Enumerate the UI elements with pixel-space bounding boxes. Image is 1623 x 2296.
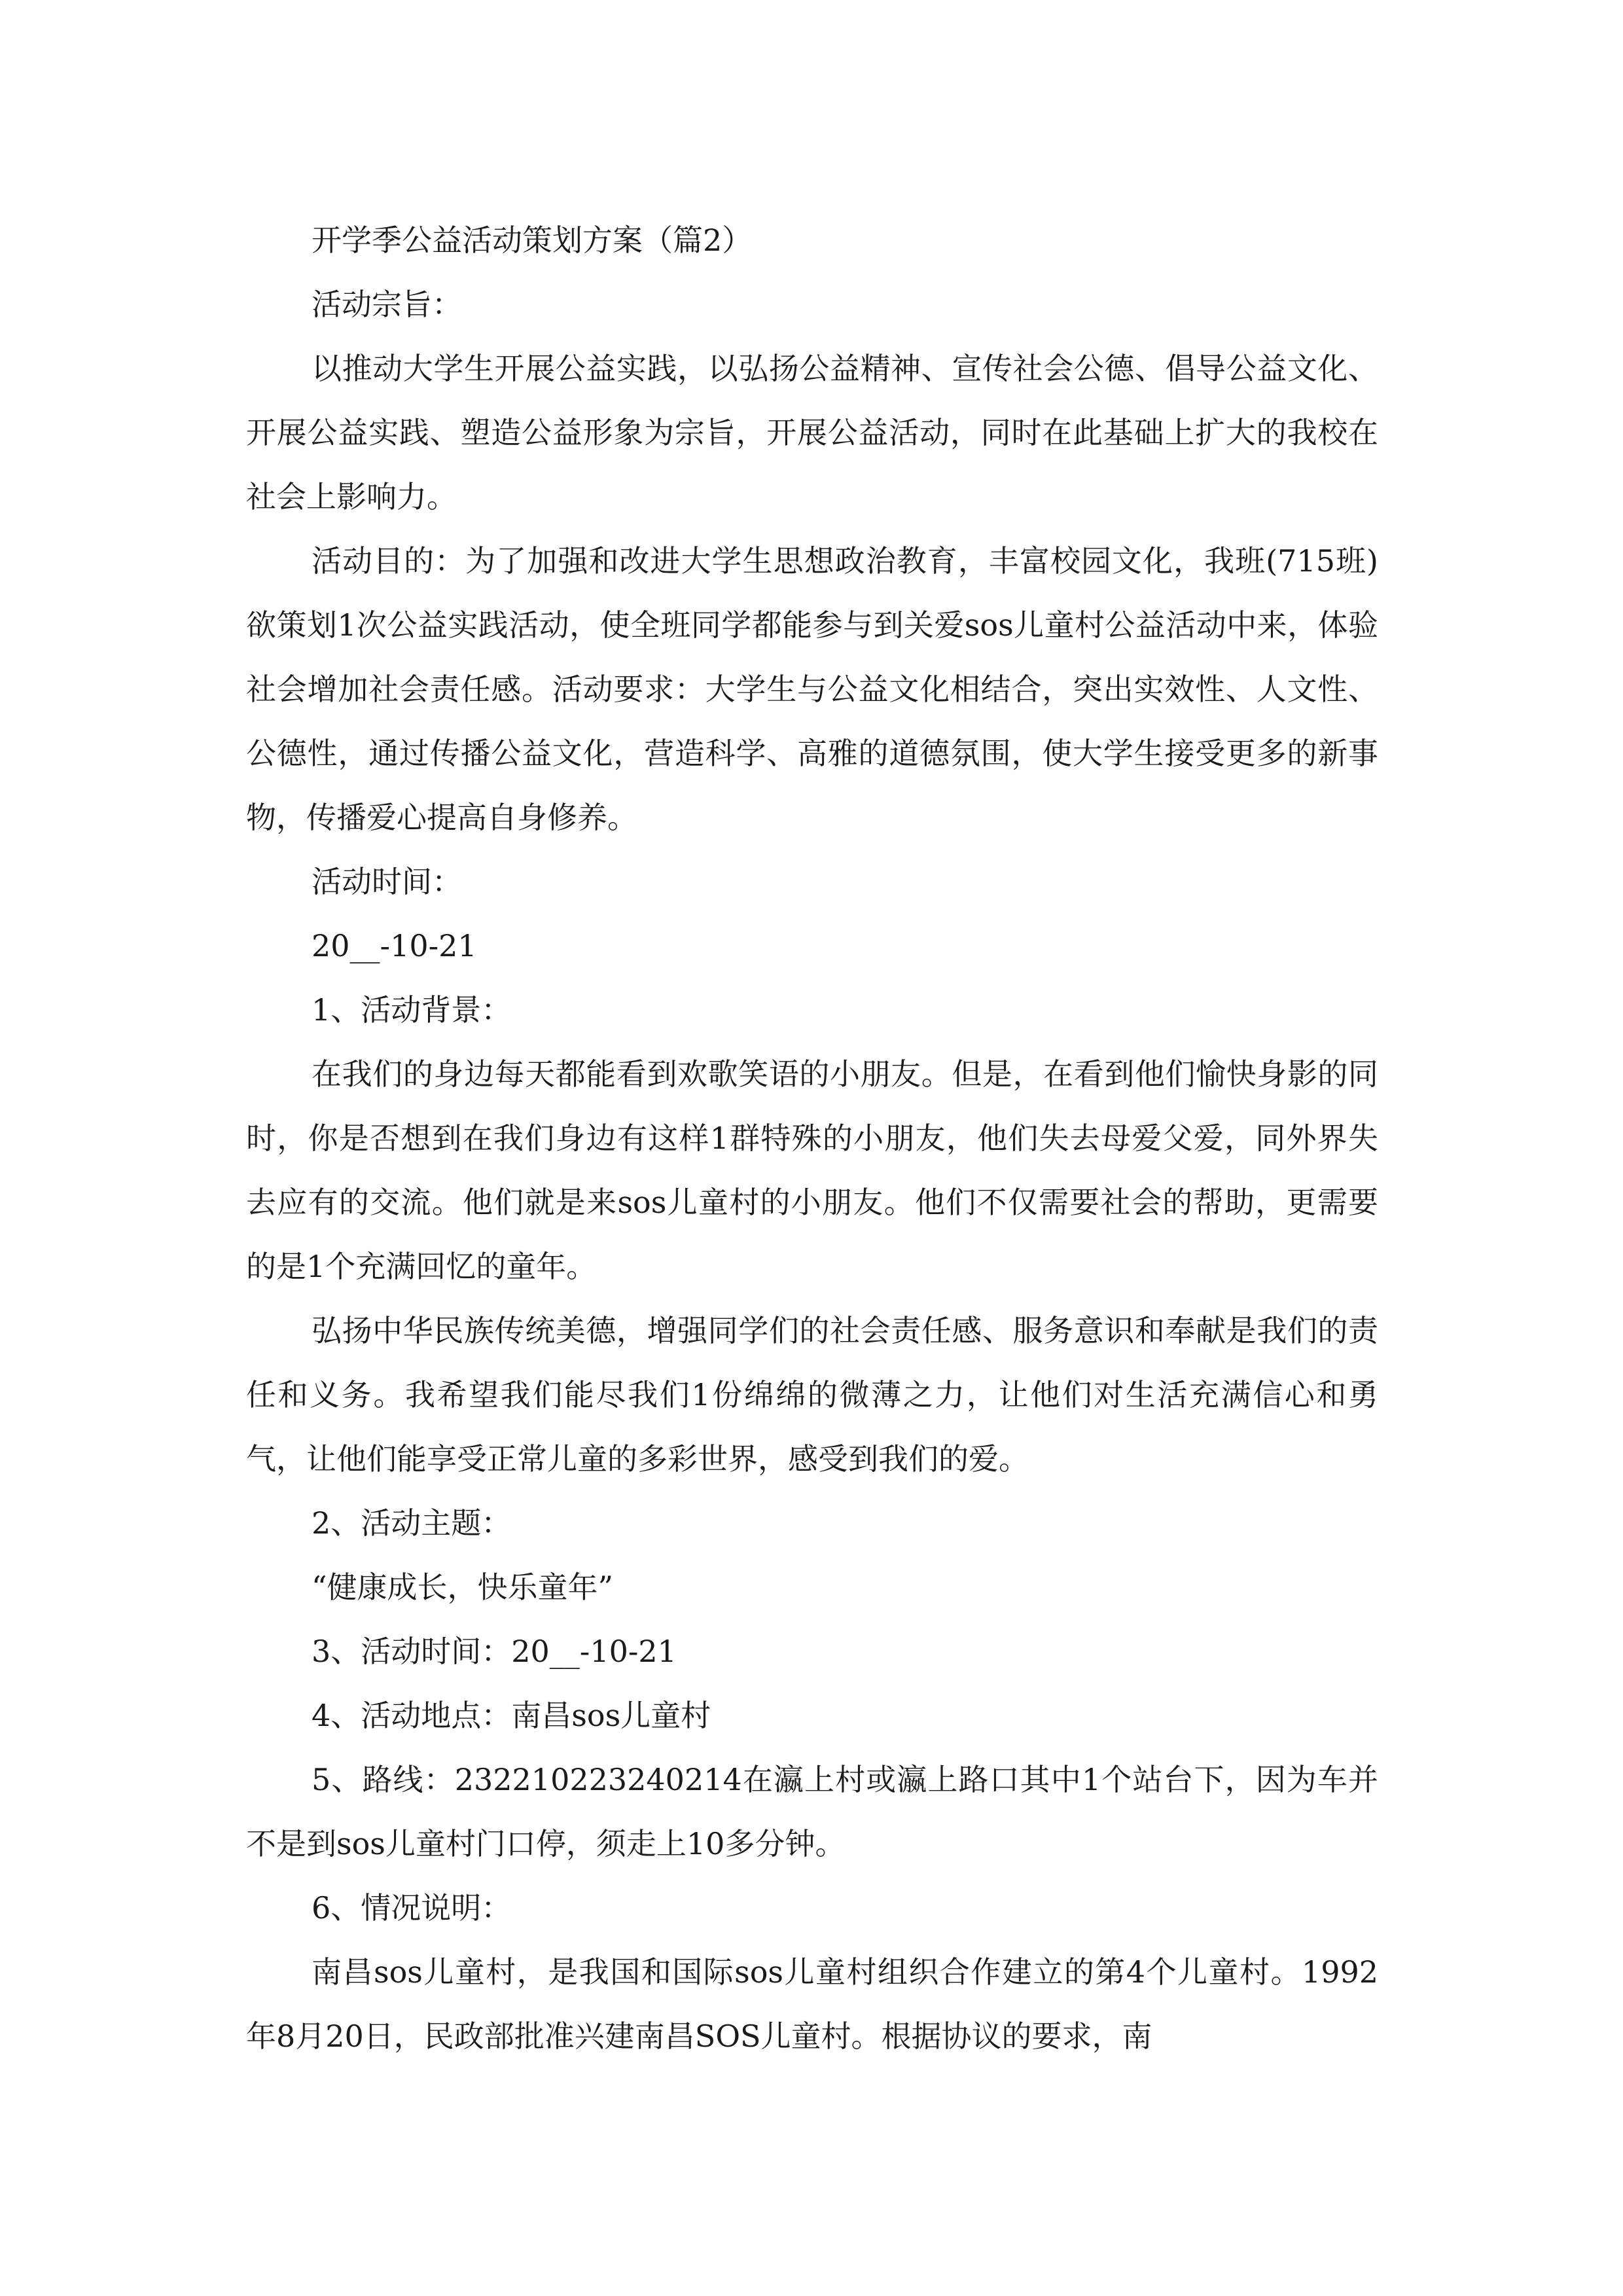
paragraph-goal: 活动目的：为了加强和改进大学生思想政治教育，丰富校园文化，我班(715班)欲策划1次公益实践活动，使全班同学都能参与到关爱sos儿童村公益活动中来，体验社会增加社会责任感。活动要求：大学生与公益文化相结合，突出实效性、人文性、公德性，通过传播公益文化，营造科学、高雅的道德氛围，使大学生接受更多的新事物，传播爱心提高自身修养。 [246, 543, 1378, 835]
heading-theme: 2、活动主题： [312, 1505, 512, 1541]
item-time: 3、活动时间：20__-10-21 [312, 1634, 677, 1669]
heading-background: 1、活动背景： [312, 992, 512, 1028]
item-location: 4、活动地点：南昌sos儿童村 [312, 1698, 711, 1733]
section-title: 开学季公益活动策划方案（篇2） [312, 223, 753, 258]
paragraph-virtue: 弘扬中华民族传统美德，增强同学们的社会责任感、服务意识和奉献是我们的责任和义务。我希望我们能尽我们1份绵绵的微薄之力，让他们对生活充满信心和勇气，让他们能享受正常儿童的多彩世界，感受到我们的爱。 [246, 1313, 1378, 1477]
paragraph-background: 在我们的身边每天都能看到欢歌笑语的小朋友。但是，在看到他们愉快身影的同时，你是否想到在我们身边有这样1群特殊的小朋友，他们失去母爱父爱，同外界失去应有的交流。他们就是来sos儿童村的小朋友。他们不仅需要社会的帮助，更需要的是1个充满回忆的童年。 [246, 1056, 1378, 1284]
heading-situation: 6、情况说明： [312, 1890, 512, 1926]
paragraph-purpose: 以推动大学生开展公益实践，以弘扬公益精神、宣传社会公德、倡导公益文化、开展公益实践、塑造公益形象为宗旨，开展公益活动，同时在此基础上扩大的我校在社会上影响力。 [246, 351, 1378, 514]
heading-time: 活动时间： [312, 864, 462, 899]
document-body [246, 208, 1378, 2068]
heading-purpose: 活动宗旨： [312, 287, 462, 322]
activity-date: 20__-10-21 [312, 928, 477, 963]
theme-slogan: “健康成长，快乐童年” [312, 1570, 614, 1605]
paragraph-situation: 南昌sos儿童村，是我国和国际sos儿童村组织合作建立的第4个儿童村。1992年8月20日，民政部批准兴建南昌SOS儿童村。根据协议的要求，南 [246, 1954, 1378, 2054]
item-route: 5、路线：232210223240214在瀛上村或瀛上路口其中1个站台下，因为车并不是到sos儿童村门口停，须走上10多分钟。 [246, 1762, 1378, 1861]
